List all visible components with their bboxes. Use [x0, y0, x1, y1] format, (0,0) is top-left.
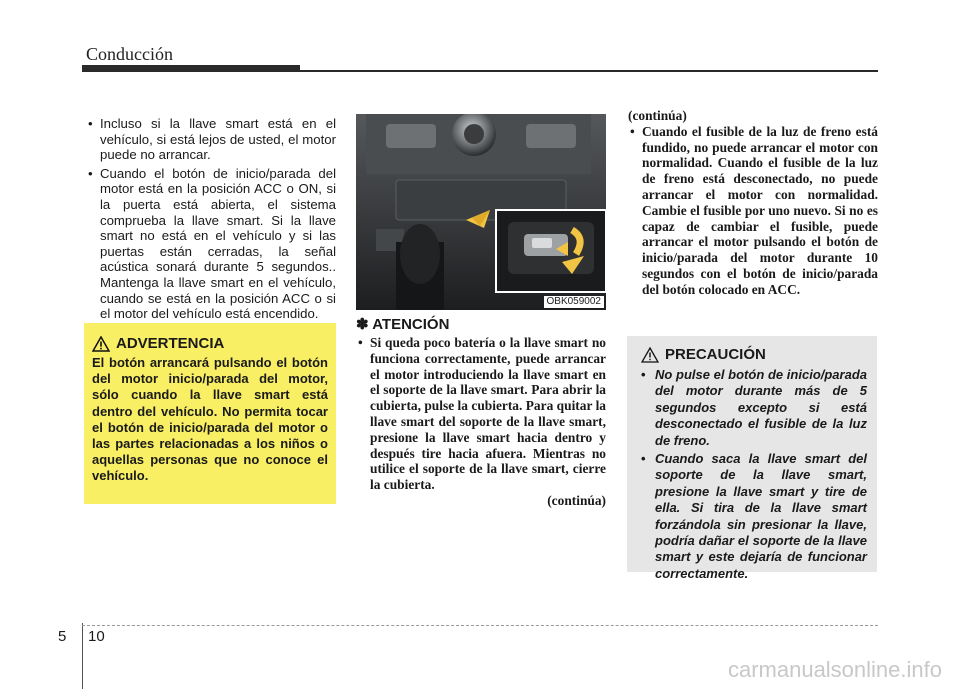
header-rule: [300, 70, 878, 72]
warning-triangle-icon: [641, 347, 659, 363]
caution-header: [637, 346, 867, 363]
console-photo: [356, 114, 606, 310]
caution-box: [627, 336, 877, 581]
attention-heading: [356, 315, 606, 333]
attention-title: ATENCIÓN: [372, 316, 450, 333]
asterisk-icon: ✽: [356, 316, 369, 333]
section-number: 5: [58, 628, 67, 645]
page-title: Conducción: [86, 44, 173, 64]
attention-section: [356, 315, 606, 509]
list-item: • Cuando el fusible de la luz de freno está fundido, no puede arrancar el motor con normalidad. Cuando el fusible de la luz de freno está desconectado, no puede arrancar el motor con normalidad. Cambie el fusible por uno nuevo. Si no es capaz de cambiar el fusible, puede arrancar el motor pulsando el botón de inicio/parada del motor durante 10 segundos con el botón de inicio/parada del botón colocado en ACC.: [628, 124, 878, 298]
warning-header: [92, 335, 328, 352]
list-item: • Incluso si la llave smart está en el vehículo, si está lejos de usted, el motor puede no arrancar.: [84, 116, 336, 163]
warning-box: [84, 323, 336, 504]
list-item: • Cuando saca la llave smart del soporte de la llave smart, presione la llave smart y tire de ella. Si tira de la llave smart forzándola sin presionar la llave, podría dañar el soporte de la llave smart y este dejaría de funcionar correctamente.: [637, 451, 867, 582]
warning-triangle-icon: [92, 336, 110, 352]
footer-divider: [82, 623, 83, 689]
list-item: • Cuando el botón de inicio/parada del motor está en la posición ACC o ON, si la puerta está abierta, el sistema comprueba la llave smart. Si la llave smart no está en el vehículo y si las puertas están cerradas, la señal acústica sonará durante 5 segundos.. Mantenga la llave smart en el vehículo, cuando se está en la posición ACC o si el motor del vehículo está encendido.: [84, 166, 336, 322]
warning-text: El botón arrancará pulsando el botón del motor inicio/parada del motor, sólo cuando la llave smart está dentro del vehículo. No permita tocar el botón de inicio/parada del motor o las partes relacionadas a los niños o aquellas personas que no conoce el vehículo.: [92, 355, 328, 484]
list-item: • Si queda poco batería o la llave smart no funciona correctamente, puede arrancar el motor introduciendo la llave smart en el soporte de la llave smart. Para abrir la cubierta, pulse la cubierta. Para quitar la llave smart del soporte de la llave smart, presione la llave smart hacia dentro y después tire hacia afuera. Mientras no utilice el soporte de la llave smart, cierre la cubierta.: [356, 335, 606, 493]
continued-label: (continúa): [628, 108, 687, 123]
page-number: 10: [88, 628, 105, 645]
warning-title: ADVERTENCIA: [116, 335, 225, 352]
list-item: • No pulse el botón de inicio/parada del motor durante más de 5 segundos excepto si está desconectado el fusible de la luz de freno.: [637, 367, 867, 449]
continues-label: (continúa): [547, 492, 606, 508]
caution-title: PRECAUCIÓN: [665, 346, 766, 363]
header-bar: [82, 65, 300, 72]
left-column: [84, 116, 336, 325]
smart-key-holder-illustration: [356, 114, 606, 310]
right-column: [628, 108, 878, 298]
figure-code: OBK059002: [544, 296, 605, 308]
footer-rule: [82, 625, 878, 626]
watermark: carmanualsonline.info: [727, 657, 942, 682]
